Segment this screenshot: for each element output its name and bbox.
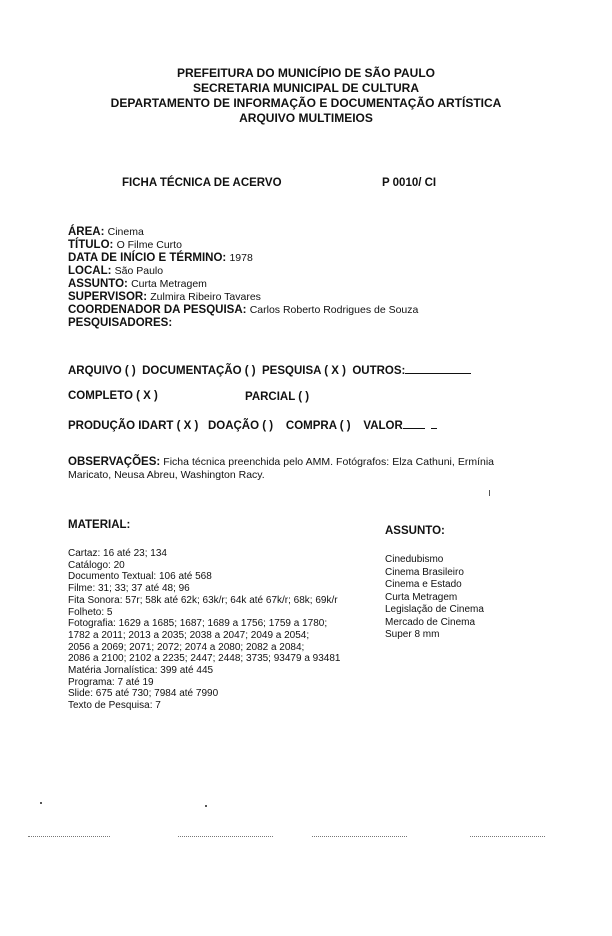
list-item: Catálogo: 20 [68, 559, 125, 571]
assunto-title: ASSUNTO: [385, 525, 445, 537]
option-pesquisa: PESQUISA ( X ) [262, 365, 346, 377]
valor-blank [403, 418, 425, 429]
field-assunto [68, 278, 508, 291]
option-producao: PRODUÇÃO IDART ( X ) [68, 420, 199, 432]
list-item: 1782 a 2011; 2013 a 2035; 2038 a 2047; 2049 a 2054; [68, 629, 310, 641]
assunto-value: Curta Metragem [131, 278, 207, 290]
field-titulo [68, 239, 508, 252]
list-item: Matéria Jornalística: 399 até 445 [68, 665, 214, 677]
list-item: Curta Metragem [385, 591, 458, 603]
titulo-label: TÍTULO: [68, 239, 114, 251]
area-label: ÁREA: [68, 226, 105, 238]
ficha-title: FICHA TÉCNICA DE ACERVO [122, 177, 282, 189]
option-parcial-wrap [245, 391, 309, 403]
list-item: Programa: 7 até 19 [68, 676, 154, 688]
header-line-departamento: DEPARTAMENTO DE INFORMAÇÃO E DOCUMENTAÇÃO ARTÍSTICA [110, 96, 502, 110]
completeness-row [68, 390, 158, 402]
scan-speck [40, 802, 42, 804]
scan-speck [205, 805, 207, 807]
area-value: Cinema [107, 226, 144, 238]
observacoes-label: OBSERVAÇÕES: [68, 456, 161, 468]
option-documentacao: DOCUMENTAÇÃO ( ) [142, 365, 256, 377]
list-item: Fotografia: 1629 a 1685; 1687; 1689 a 1756; 1759 a 1780; [68, 618, 328, 630]
data-value: 1978 [229, 252, 253, 264]
list-item: Legislação de Cinema [385, 604, 484, 615]
scan-edge-line [28, 836, 110, 838]
header-line-prefeitura: PREFEITURA DO MUNICÍPIO DE SÃO PAULO [176, 66, 435, 80]
list-item: Slide: 675 até 730; 7984 até 7990 [68, 688, 219, 700]
local-label: LOCAL: [68, 265, 112, 277]
option-doacao: DOAÇÃO ( ) [207, 420, 274, 432]
option-compra: COMPRA ( ) [285, 420, 351, 432]
field-area [68, 226, 508, 239]
list-item: Super 8 mm [385, 629, 440, 640]
pesquisadores-label: PESQUISADORES: [68, 317, 173, 329]
data-label: DATA DE INÍCIO E TÉRMINO: [68, 252, 227, 264]
list-item: Cinema e Estado [385, 579, 462, 590]
material-list [68, 548, 378, 712]
assunto-label: ASSUNTO: [68, 278, 128, 290]
option-outros: OUTROS: [352, 365, 406, 377]
titulo-value: O Filme Curto [116, 239, 182, 251]
record-fields [68, 226, 508, 330]
field-coordenador [68, 304, 508, 317]
option-parcial: PARCIAL ( ) [245, 391, 310, 403]
list-item: Mercado de Cinema [385, 616, 476, 628]
list-item: Cartaz: 16 até 23; 134 [68, 548, 167, 559]
valor-blank-2 [431, 418, 437, 429]
acquisition-row [68, 418, 437, 432]
scan-edge-line [470, 836, 545, 838]
scan-speck [489, 490, 490, 496]
list-item: Cinema Brasileiro [385, 566, 464, 578]
option-completo: COMPLETO ( X ) [68, 390, 158, 402]
scan-edge-line [312, 836, 407, 838]
supervisor-value: Zulmira Ribeiro Tavares [150, 291, 261, 303]
header-line-secretaria: SECRETARIA MUNICIPAL DE CULTURA [193, 81, 419, 95]
field-local [68, 265, 508, 278]
list-item: Documento Textual: 106 até 568 [68, 571, 212, 583]
document-header [0, 66, 612, 126]
scan-edge-line [178, 836, 273, 838]
observacoes-block [68, 456, 494, 482]
option-valor: VALOR [363, 420, 403, 432]
field-pesquisadores [68, 317, 508, 330]
assunto-list [385, 554, 484, 642]
observacoes-text: Ficha técnica preenchida pelo AMM. Fotógrafos: Elza Cathuni, Ermínia Maricato, Neusa Abreu, Washington Racy. [68, 456, 494, 481]
list-item: 2086 a 2100; 2102 a 2235; 2447; 2448; 3735; 93479 a 93481 [68, 653, 341, 665]
field-data [68, 252, 508, 265]
supervisor-label: SUPERVISOR: [68, 291, 148, 303]
list-item: Folheto: 5 [68, 606, 113, 618]
coordenador-label: COORDENADOR DA PESQUISA: [68, 304, 247, 316]
list-item: Fita Sonora: 57r; 58k até 62k; 63k/r; 64k até 67k/r; 68k; 69k/r [68, 594, 338, 606]
outros-blank [405, 363, 471, 374]
option-arquivo: ARQUIVO ( ) [68, 365, 136, 377]
list-item: 2056 a 2069; 2071; 2072; 2074 a 2080; 2082 a 2084; [68, 641, 305, 653]
header-line-arquivo: ARQUIVO MULTIMEIOS [239, 111, 373, 125]
field-supervisor [68, 291, 508, 304]
material-title: MATERIAL: [68, 519, 131, 531]
list-item: Texto de Pesquisa: 7 [68, 700, 161, 712]
type-options-row [68, 363, 471, 377]
local-value: São Paulo [114, 265, 164, 277]
list-item: Filme: 31; 33; 37 até 48; 96 [68, 583, 190, 595]
ficha-code: P 0010/ CI [382, 177, 437, 189]
list-item: Cinedubismo [385, 554, 444, 565]
coordenador-value: Carlos Roberto Rodrigues de Souza [249, 304, 419, 316]
